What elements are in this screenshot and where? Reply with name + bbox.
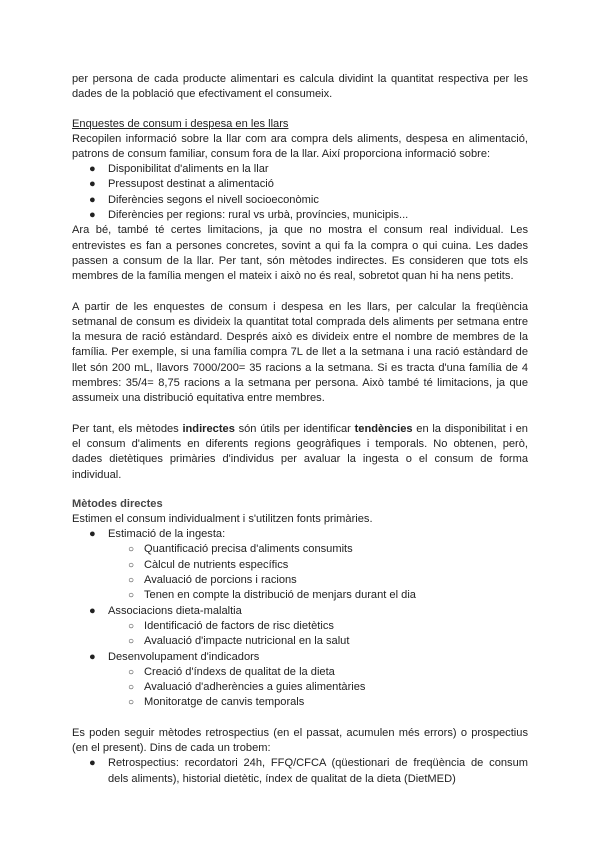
intro-paragraph: per persona de cada producte alimentari es calcula dividint la quantitat respectiva per les dades de la població que efectivament el consumeix. <box>72 73 528 101</box>
paragraph: Recopilen informació sobre la llar com ara compra dels aliments, despesa en alimentació, patrons de consum familiar, consum fora de la llar. Així proporciona informació sobre: <box>72 132 528 160</box>
paragraph: Estimen el consum individualment i s'utilitzen fonts primàries. <box>72 512 373 525</box>
bullet-list <box>72 162 528 223</box>
hollow-bullet-icon: ○ <box>128 590 135 602</box>
sub-list-item: ○ Monitoratge de canvis temporals <box>72 695 528 710</box>
list-item: ● Associacions dieta-malaltia <box>72 604 528 619</box>
sub-list-item: ○ Avaluació de porcions i racions <box>72 573 528 588</box>
bullet-icon: ● <box>89 178 96 191</box>
list-item: ● Disponibilitat d'aliments en la llar <box>72 162 528 177</box>
emphasis-indirect: indirectes <box>182 422 235 435</box>
hollow-bullet-icon: ○ <box>128 666 135 678</box>
list-item: ● Diferències per regions: rural vs urbà, províncies, municipis... <box>72 208 528 223</box>
sub-list-item: ○ Quantificació precisa d'aliments consumits <box>72 542 528 557</box>
sub-list <box>72 665 528 711</box>
emphasis-trends: tendències <box>354 422 413 435</box>
section-heading-direct-methods: Mètodes directes <box>72 497 163 510</box>
bullet-icon: ● <box>89 193 96 206</box>
hollow-bullet-icon: ○ <box>128 559 135 571</box>
paragraph: Es poden seguir mètodes retrospectius (en el passat, acumulen més errors) o prospectius (en el present). Dins de cada un trobem: <box>72 726 528 754</box>
bullet-icon: ● <box>89 209 96 222</box>
sub-list-item: ○ Avaluació d'adherències a guies alimentàries <box>72 680 528 695</box>
sub-list <box>72 619 528 650</box>
bullet-list <box>72 756 528 787</box>
sub-list-item: ○ Creació d'índexs de qualitat de la dieta <box>72 665 528 680</box>
hollow-bullet-icon: ○ <box>128 697 135 709</box>
sub-list-item: ○ Càlcul de nutrients específics <box>72 558 528 573</box>
hollow-bullet-icon: ○ <box>128 575 135 587</box>
bullet-icon: ● <box>89 650 96 663</box>
list-item: ● Diferències segons el nivell socioeconòmic <box>72 193 528 208</box>
nested-bullet-list <box>72 527 528 542</box>
list-item: ● Estimació de la ingesta: <box>72 527 528 542</box>
hollow-bullet-icon: ○ <box>128 636 135 648</box>
hollow-bullet-icon: ○ <box>128 544 135 556</box>
paragraph-conclusion: Per tant, els mètodes indirectes són útils per identificar tendències en la disponibilitat i en el consum d'aliments en diferents regions geogràfiques i temporals. No obtenen, però, dades dietètiques primàries d'individus per avaluar la ingesta o el consum de forma individual. <box>72 422 528 481</box>
paragraph: A partir de les enquestes de consum i despesa en les llars, per calcular la freqüència setmanal de consum es divideix la quantitat total comprada dels aliments per setmana entre la mesura de ració estàndard. Després això es divideix entre el nombre de membres de la família. Per exemple, si una família compra 7L de llet a la setmana i una ració estàndard de llet són 200 mL, llavors 7000/200= 35 racions a la setmana. Si es tracta d'una família de 4 membres: 35/4= 8,75 racions a la setmana per persona. Això també té limitacions, ja que assumeix una distribució equitativa entre membres. <box>72 300 528 405</box>
bullet-icon: ● <box>89 757 96 770</box>
bullet-icon: ● <box>89 163 96 176</box>
page-content <box>72 72 528 787</box>
sub-list-item: ○ Avaluació d'impacte nutricional en la salut <box>72 634 528 649</box>
section-heading-household-surveys: Enquestes de consum i despesa en les llars <box>72 117 289 130</box>
bullet-icon: ● <box>89 604 96 617</box>
hollow-bullet-icon: ○ <box>128 620 135 632</box>
paragraph: Ara bé, també té certes limitacions, ja que no mostra el consum real individual. Les entrevistes es fan a persones concretes, sovint a qui fa la compra o qui cuina. Les dades passen a consum de la llar. Per tant, són mètodes indirectes. Es consideren que tots els membres de la família mengen el mateix i això no és real, sobretot quan hi ha nens petits. <box>72 224 528 283</box>
list-item: ● Pressupost destinat a alimentació <box>72 177 528 192</box>
sub-list-item: ○ Tenen en compte la distribució de menjars durant el dia <box>72 588 528 603</box>
sub-list <box>72 542 528 603</box>
bullet-icon: ● <box>89 528 96 541</box>
list-item: ● Retrospectius: recordatori 24h, FFQ/CFCA (qüestionari de freqüència de consum dels aliments), historial dietètic, índex de qualitat de la dieta (DietMED) <box>89 757 528 785</box>
list-item: ● Desenvolupament d'indicadors <box>72 650 528 665</box>
hollow-bullet-icon: ○ <box>128 682 135 694</box>
sub-list-item: ○ Identificació de factors de risc dietètics <box>72 619 528 634</box>
